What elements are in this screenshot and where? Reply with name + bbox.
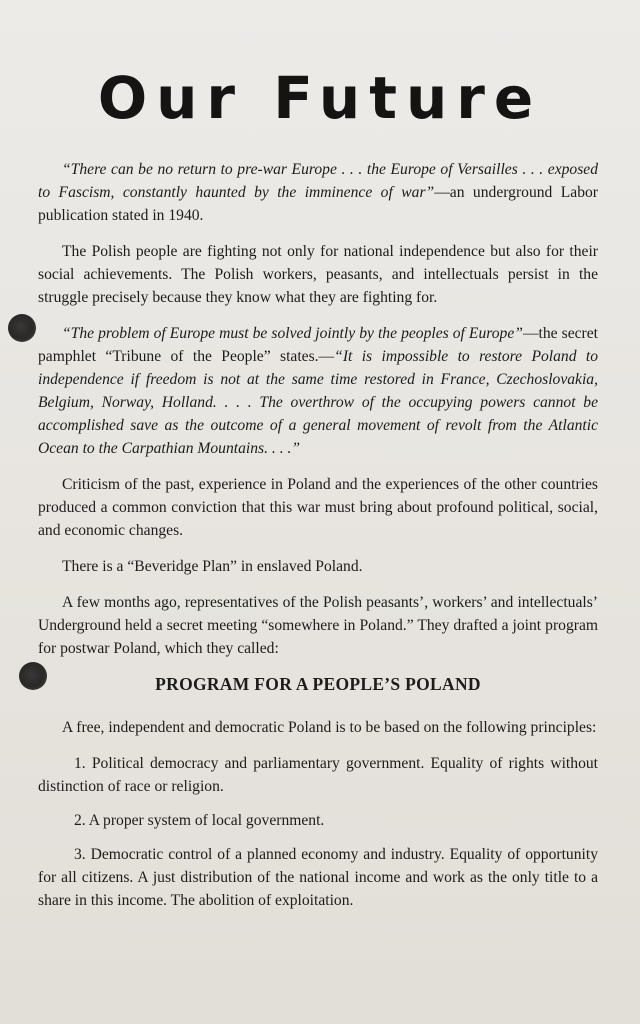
paragraph-5: There is a “Beveridge Plan” in enslaved Poland. xyxy=(62,558,363,575)
paragraph-3-attribution: —the secret pamphlet “Tribune of the People” states.— xyxy=(38,325,598,365)
program-item-1: 1. Political democracy and parliamentary government. Equality of rights without distinction of race or religion. xyxy=(38,755,598,795)
paragraph-6: A few months ago, representatives of the Polish peasants’, workers’ and intellectuals’ Underground held a secret meeting “somewhere in Poland.” They drafted a joint program for postwar Poland, which they called: xyxy=(38,594,598,657)
program-item-2: 2. A proper system of local government. xyxy=(74,812,325,829)
program-intro: A free, independent and democratic Poland is to be based on the following principles: xyxy=(62,719,597,736)
document-body xyxy=(38,158,598,923)
paragraph-3 xyxy=(38,322,598,460)
paragraph-4: Criticism of the past, experience in Poland and the experiences of the other countries produced a common conviction that this war must bring about profound political, social, and economic changes. xyxy=(38,476,598,539)
program-item-3: 3. Democratic control of a planned economy and industry. Equality of opportunity for all citizens. A just distribution of the national income and work as the only title to a share in this income. The abolition of exploitation. xyxy=(38,846,598,909)
page-title: Our Future xyxy=(97,64,543,132)
binder-hole-top xyxy=(8,314,36,342)
paragraph-1-attribution: —an underground Labor publication stated in 1940. xyxy=(38,184,598,224)
paragraph-2: The Polish people are fighting not only for national independence but also for their social achievements. The Polish workers, peasants, and intellectuals persist in the struggle precisely because they know what they are fighting for. xyxy=(38,243,598,306)
quote-europe: “The problem of Europe must be solved jointly by the peoples of Europe” xyxy=(62,325,523,342)
paragraph-1 xyxy=(38,158,598,227)
quote-independence: “It is impossible to restore Poland to independence if freedom is not at the same time restored in France, Czechoslovakia, Belgium, Norway, Holland. . . . The overthrow of the occupying powers cannot be accomplished save as the outcome of a general movement of revolt from the Atlantic Ocean to the Carpathian Mountains. . . .” xyxy=(38,348,598,457)
quote-versailles: “There can be no return to pre-war Europe . . . the Europe of Versailles . . . exposed to Fascism, constantly haunted by the imminence of war” xyxy=(38,161,598,201)
program-heading: PROGRAM FOR A PEOPLE’S POLAND xyxy=(155,674,481,694)
